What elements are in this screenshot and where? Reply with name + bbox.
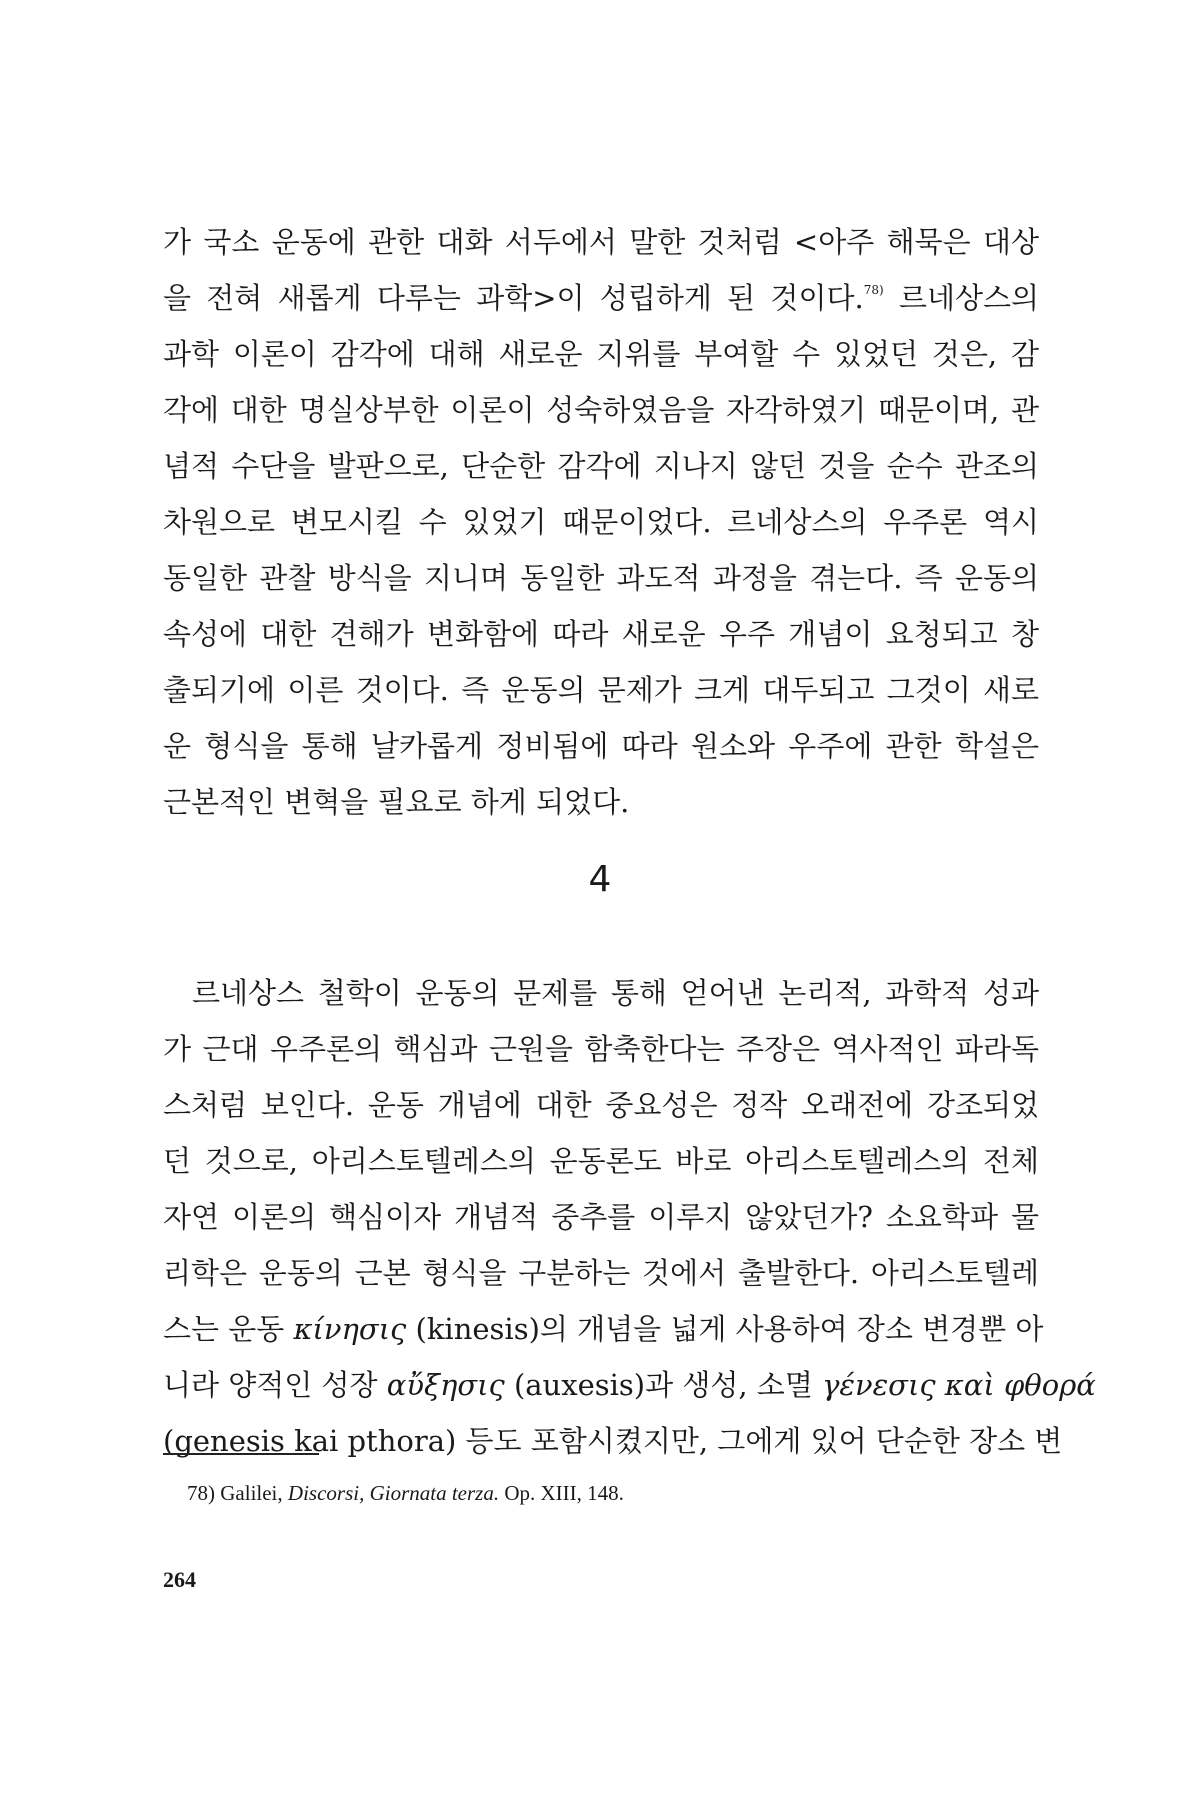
greek-term: αὔξησις <box>386 1368 505 1402</box>
text-line-segment: 을 전혀 새롭게 다루는 과학>이 성립하게 된 것이다. <box>163 281 864 315</box>
page-number: 264 <box>163 1567 196 1592</box>
text-line: 각에 대한 명실상부한 이론이 성숙하였음을 자각하였기 때문이며, 관 <box>163 393 1039 427</box>
text-line: 던 것으로, 아리스토텔레스의 운동론도 바로 아리스토텔레스의 전체 <box>163 1144 1039 1178</box>
text-line <box>163 1357 1096 1413</box>
text-line: 가 근대 우주론의 핵심과 근원을 함축한다는 주장은 역사적인 파라독 <box>163 1032 1039 1066</box>
text-line: 근본적인 변혁을 필요로 하게 되었다. <box>163 785 630 819</box>
text-line: 과학 이론이 감각에 대해 새로운 지위를 부여할 수 있었던 것은, 감 <box>163 337 1039 371</box>
footnote-author: Galilei, <box>220 1481 283 1505</box>
text-line: 차원으로 변모시킬 수 있었기 때문이었다. 르네상스의 우주론 역시 <box>163 505 1039 539</box>
text-line-segment: (auxesis)과 생성, 소멸 <box>504 1368 823 1402</box>
greek-term: γένεσις καὶ φθορά <box>822 1368 1096 1402</box>
text-line <box>163 270 1039 326</box>
greek-term: κίνησις <box>293 1312 407 1346</box>
footnote-number: 78) <box>187 1481 215 1505</box>
paragraph-2 <box>163 965 1096 1469</box>
footnote-reference-detail: Op. XIII, 148. <box>504 1481 624 1505</box>
text-line: 리학은 운동의 근본 형식을 구분하는 것에서 출발한다. 아리스토텔레 <box>163 1256 1039 1290</box>
footnote <box>187 1478 624 1508</box>
text-line: 운 형식을 통해 날카롭게 정비됨에 따라 원소와 우주에 관한 학설은 <box>163 729 1039 763</box>
text-line-segment: 르네상스의 <box>883 281 1039 315</box>
text-line: 스처럼 보인다. 운동 개념에 대한 중요성은 정작 오래전에 강조되었 <box>163 1088 1039 1122</box>
text-line: 르네상스 철학이 운동의 문제를 통해 얻어낸 논리적, 과학적 성과 <box>192 976 1039 1010</box>
text-line-segment: 스는 운동 <box>163 1312 294 1346</box>
paragraph-1 <box>163 214 1039 830</box>
text-line: 자연 이론의 핵심이자 개념적 중추를 이루지 않았던가? 소요학파 물 <box>163 1200 1039 1234</box>
text-line: 가 국소 운동에 관한 대화 서두에서 말한 것처럼 <아주 해묵은 대상 <box>163 225 1039 259</box>
footnote-divider <box>163 1453 319 1455</box>
text-line-segment: 니라 양적인 성장 <box>163 1368 387 1402</box>
footnote-work-title: Discorsi, Giornata terza. <box>287 1481 500 1505</box>
text-line: 동일한 관찰 방식을 지니며 동일한 과도적 과정을 겪는다. 즉 운동의 <box>163 561 1039 595</box>
text-line <box>163 1301 1044 1357</box>
text-line: (genesis kai pthora) 등도 포함시켰지만, 그에게 있어 단순한 장소 변 <box>163 1424 1063 1458</box>
text-line: 념적 수단을 발판으로, 단순한 감각에 지나지 않던 것을 순수 관조의 <box>163 449 1039 483</box>
text-line: 속성에 대한 견해가 변화함에 따라 새로운 우주 개념이 요청되고 창 <box>163 617 1039 651</box>
text-line: 출되기에 이른 것이다. 즉 운동의 문제가 크게 대두되고 그것이 새로 <box>163 673 1039 707</box>
text-line-segment: (kinesis)의 개념을 넓게 사용하여 장소 변경뿐 아 <box>406 1312 1044 1346</box>
footnote-reference: 78) <box>863 283 884 297</box>
section-number: 4 <box>588 859 612 900</box>
